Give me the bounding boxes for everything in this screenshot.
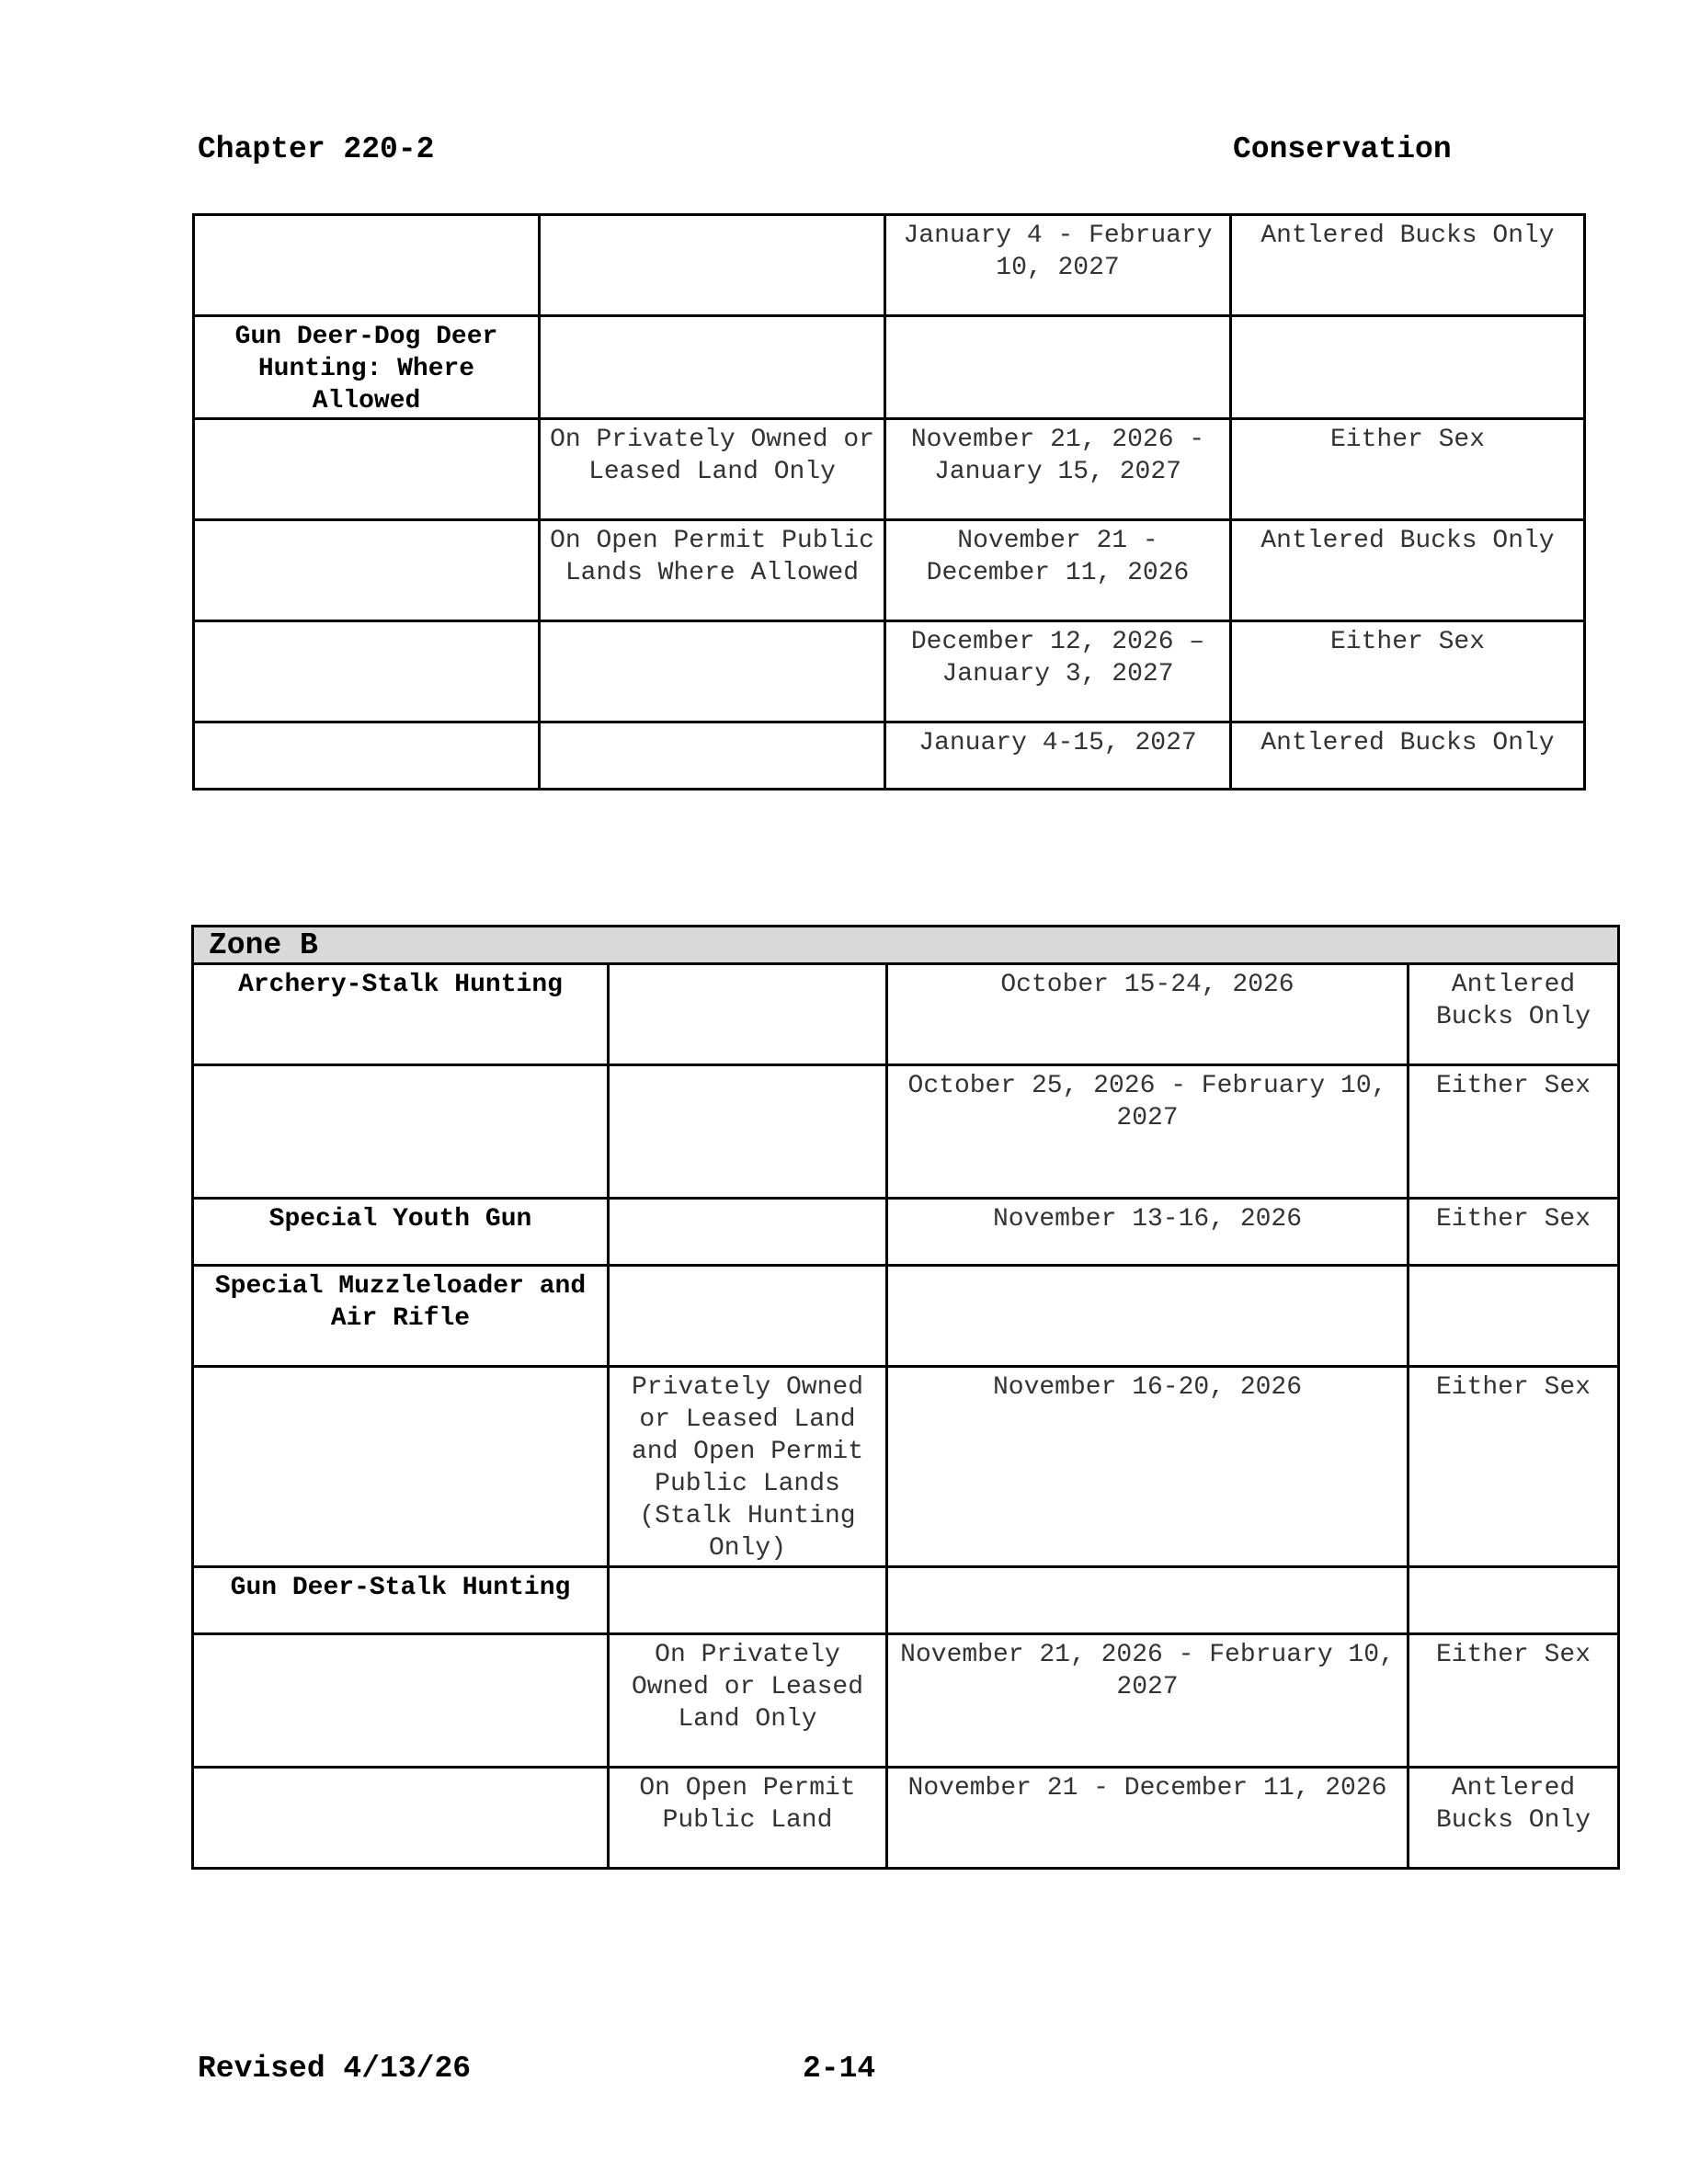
- season-table-top: [192, 213, 1586, 791]
- cell-activity: Special Muzzleloader and Air Rifle: [193, 1266, 609, 1367]
- table-row: [193, 1567, 1619, 1634]
- cell-area: [540, 621, 885, 722]
- cell-area: On Open Permit Public Land: [609, 1768, 887, 1869]
- cell-sex: [1409, 1567, 1619, 1634]
- cell-dates: October 15-24, 2026: [887, 964, 1409, 1065]
- cell-activity: [193, 1065, 609, 1199]
- cell-sex: Either Sex: [1409, 1199, 1619, 1266]
- cell-activity: Gun Deer-Stalk Hunting: [193, 1567, 609, 1634]
- cell-dates: November 21, 2026 - January 15, 2027: [885, 419, 1231, 520]
- cell-activity: Gun Deer-Dog Deer Hunting: Where Allowed: [194, 316, 540, 419]
- cell-area: Privately Owned or Leased Land and Open Permit Public Lands (Stalk Hunting Only): [609, 1367, 887, 1567]
- cell-sex: [1231, 316, 1585, 419]
- section-title: Conservation: [1233, 132, 1452, 166]
- cell-dates: November 21, 2026 - February 10, 2027: [887, 1634, 1409, 1768]
- cell-dates: November 13-16, 2026: [887, 1199, 1409, 1266]
- cell-area: [540, 215, 885, 316]
- cell-dates: [887, 1266, 1409, 1367]
- cell-area: [609, 1266, 887, 1367]
- table-row: [194, 316, 1585, 419]
- cell-dates: January 4-15, 2027: [885, 722, 1231, 790]
- cell-dates: November 16-20, 2026: [887, 1367, 1409, 1567]
- cell-area: [609, 1065, 887, 1199]
- zone-label: Zone B: [193, 927, 1619, 964]
- cell-sex: Either Sex: [1409, 1634, 1619, 1768]
- cell-activity: [194, 419, 540, 520]
- cell-dates: December 12, 2026 – January 3, 2027: [885, 621, 1231, 722]
- cell-activity: [193, 1768, 609, 1869]
- cell-area: [609, 964, 887, 1065]
- cell-area: On Open Permit Public Lands Where Allowed: [540, 520, 885, 621]
- page-number: 2-14: [803, 2052, 876, 2086]
- table-row: [193, 1065, 1619, 1199]
- cell-activity: [194, 621, 540, 722]
- cell-dates: [885, 316, 1231, 419]
- table-row: [194, 419, 1585, 520]
- cell-sex: Antlered Bucks Only: [1409, 1768, 1619, 1869]
- table-row: [193, 964, 1619, 1065]
- cell-dates: January 4 - February 10, 2027: [885, 215, 1231, 316]
- cell-sex: Either Sex: [1409, 1065, 1619, 1199]
- revised-date: Revised 4/13/26: [198, 2052, 472, 2086]
- cell-area: On Privately Owned or Leased Land Only: [540, 419, 885, 520]
- cell-activity: [194, 722, 540, 790]
- cell-area: [609, 1199, 887, 1266]
- cell-activity: Archery-Stalk Hunting: [193, 964, 609, 1065]
- season-table-zone-b: [191, 925, 1620, 1870]
- cell-dates: October 25, 2026 - February 10, 2027: [887, 1065, 1409, 1199]
- cell-area: [609, 1567, 887, 1634]
- cell-sex: Antlered Bucks Only: [1231, 520, 1585, 621]
- cell-dates: November 21 - December 11, 2026: [885, 520, 1231, 621]
- cell-sex: Either Sex: [1409, 1367, 1619, 1567]
- zone-header-row: [193, 927, 1619, 964]
- table-row: [193, 1266, 1619, 1367]
- cell-activity: [193, 1367, 609, 1567]
- table-row: [194, 215, 1585, 316]
- cell-sex: Either Sex: [1231, 419, 1585, 520]
- cell-sex: Either Sex: [1231, 621, 1585, 722]
- table-row: [193, 1367, 1619, 1567]
- cell-activity: [194, 215, 540, 316]
- cell-sex: Antlered Bucks Only: [1231, 215, 1585, 316]
- season-table-top-body: [194, 215, 1585, 790]
- table-row: [194, 722, 1585, 790]
- table-row: [193, 1768, 1619, 1869]
- table-row: [194, 520, 1585, 621]
- cell-area: On Privately Owned or Leased Land Only: [609, 1634, 887, 1768]
- table-row: [193, 1634, 1619, 1768]
- chapter-label: Chapter 220-2: [198, 132, 435, 166]
- cell-dates: [887, 1567, 1409, 1634]
- cell-area: [540, 722, 885, 790]
- cell-area: [540, 316, 885, 419]
- table-row: [194, 621, 1585, 722]
- cell-dates: November 21 - December 11, 2026: [887, 1768, 1409, 1869]
- cell-activity: [194, 520, 540, 621]
- cell-activity: [193, 1634, 609, 1768]
- season-table-zone-b-body: [193, 927, 1619, 1869]
- cell-sex: [1409, 1266, 1619, 1367]
- cell-activity: Special Youth Gun: [193, 1199, 609, 1266]
- table-row: [193, 1199, 1619, 1266]
- cell-sex: Antlered Bucks Only: [1231, 722, 1585, 790]
- cell-sex: Antlered Bucks Only: [1409, 964, 1619, 1065]
